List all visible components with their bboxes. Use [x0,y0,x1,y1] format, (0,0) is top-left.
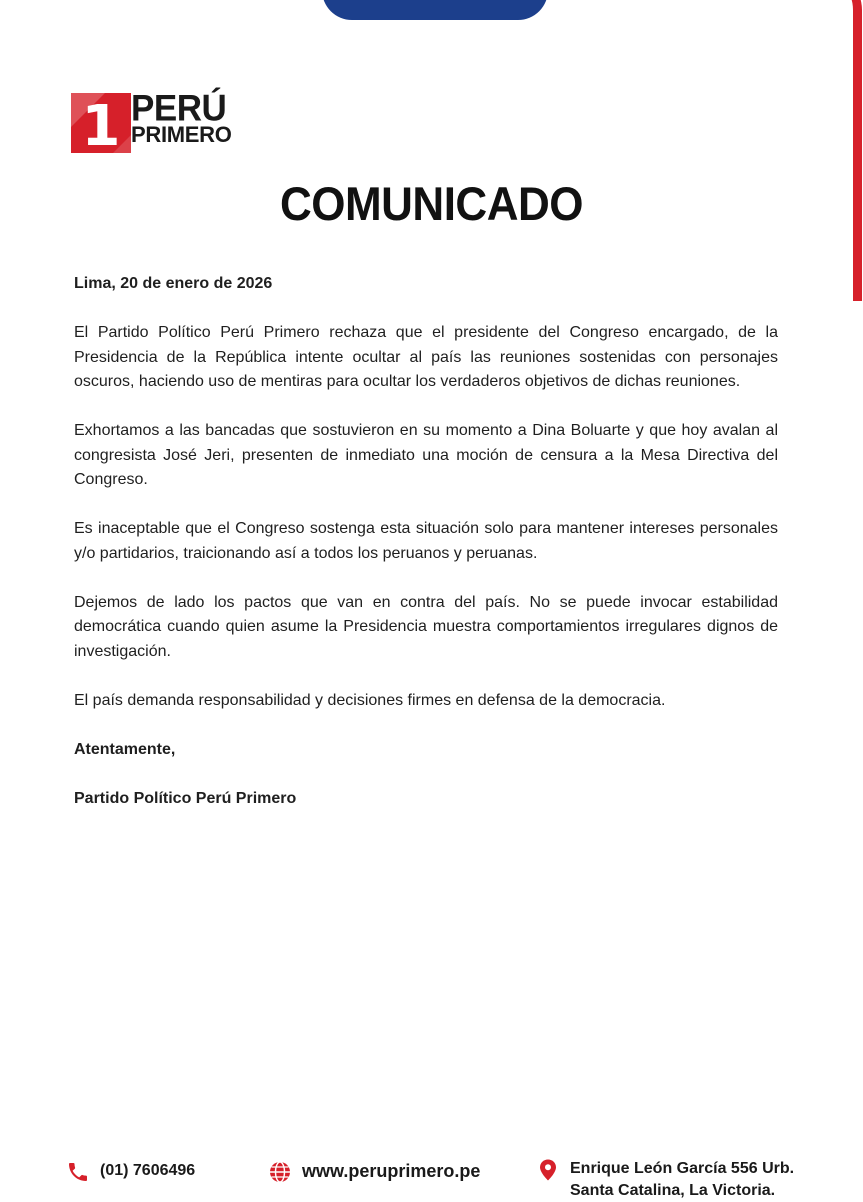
document-title: COMUNICADO [280,178,583,231]
location-pin-icon [536,1158,560,1182]
paragraph-4: Dejemos de lado los pactos que van en contra del país. No se puede invocar estabilidad democrática cuando quien asume la Presidencia muestra comportamientos irregulares dignos de investigación. [74,593,778,660]
footer-address [536,1158,794,1202]
address-line-2: Santa Catalina, La Victoria. [570,1182,776,1199]
paragraph-2: Exhortamos a las bancadas que sostuvieron en su momento a Dina Boluarte y que hoy avalan al congresista José Jeri, presenten de inmediato una moción de censura a la Mesa Directiva del Congreso. [74,422,778,488]
logo-line-2: PRIMERO [131,122,232,147]
date-line: Lima, 20 de enero de 2026 [74,275,273,292]
closing: Atentamente, [74,740,176,758]
globe-icon [268,1160,292,1184]
contact-footer [0,1156,863,1200]
address-text [570,1158,794,1202]
website-url[interactable]: www.peruprimero.pe [302,1161,481,1181]
paragraph-5: El país demanda responsabilidad y decisiones firmes en defensa de la democracia. [74,691,666,709]
paragraph-3: Es inaceptable que el Congreso sostenga esta situación solo para mantener intereses personales y/o partidarios, traicionando así a todos los peruanos y peruanas. [74,520,778,562]
phone-icon [66,1160,90,1184]
phone-number: (01) 7606496 [100,1162,196,1179]
logo-mark-icon [71,93,131,153]
corner-frame-decoration [570,0,862,301]
header-tab-decoration [322,0,548,20]
paragraph-1: El Partido Político Perú Primero rechaza que el presidente del Congreso encargado, de la Presidencia de la República intente ocultar al país las reuniones sostenidas con personajes oscuros, haciendo uso de mentiras para ocultar los verdaderos objetivos de dichas reuniones. [74,324,778,390]
document-body [74,272,778,836]
footer-phone [66,1160,195,1184]
logo-numeral: 1 [81,94,121,153]
address-line-1: Enrique León García 556 Urb. [570,1160,795,1177]
signature: Partido Político Perú Primero [74,789,297,807]
logo-wordmark [131,88,232,147]
logo-line-1: PERÚ [131,88,227,129]
footer-website [268,1160,480,1184]
